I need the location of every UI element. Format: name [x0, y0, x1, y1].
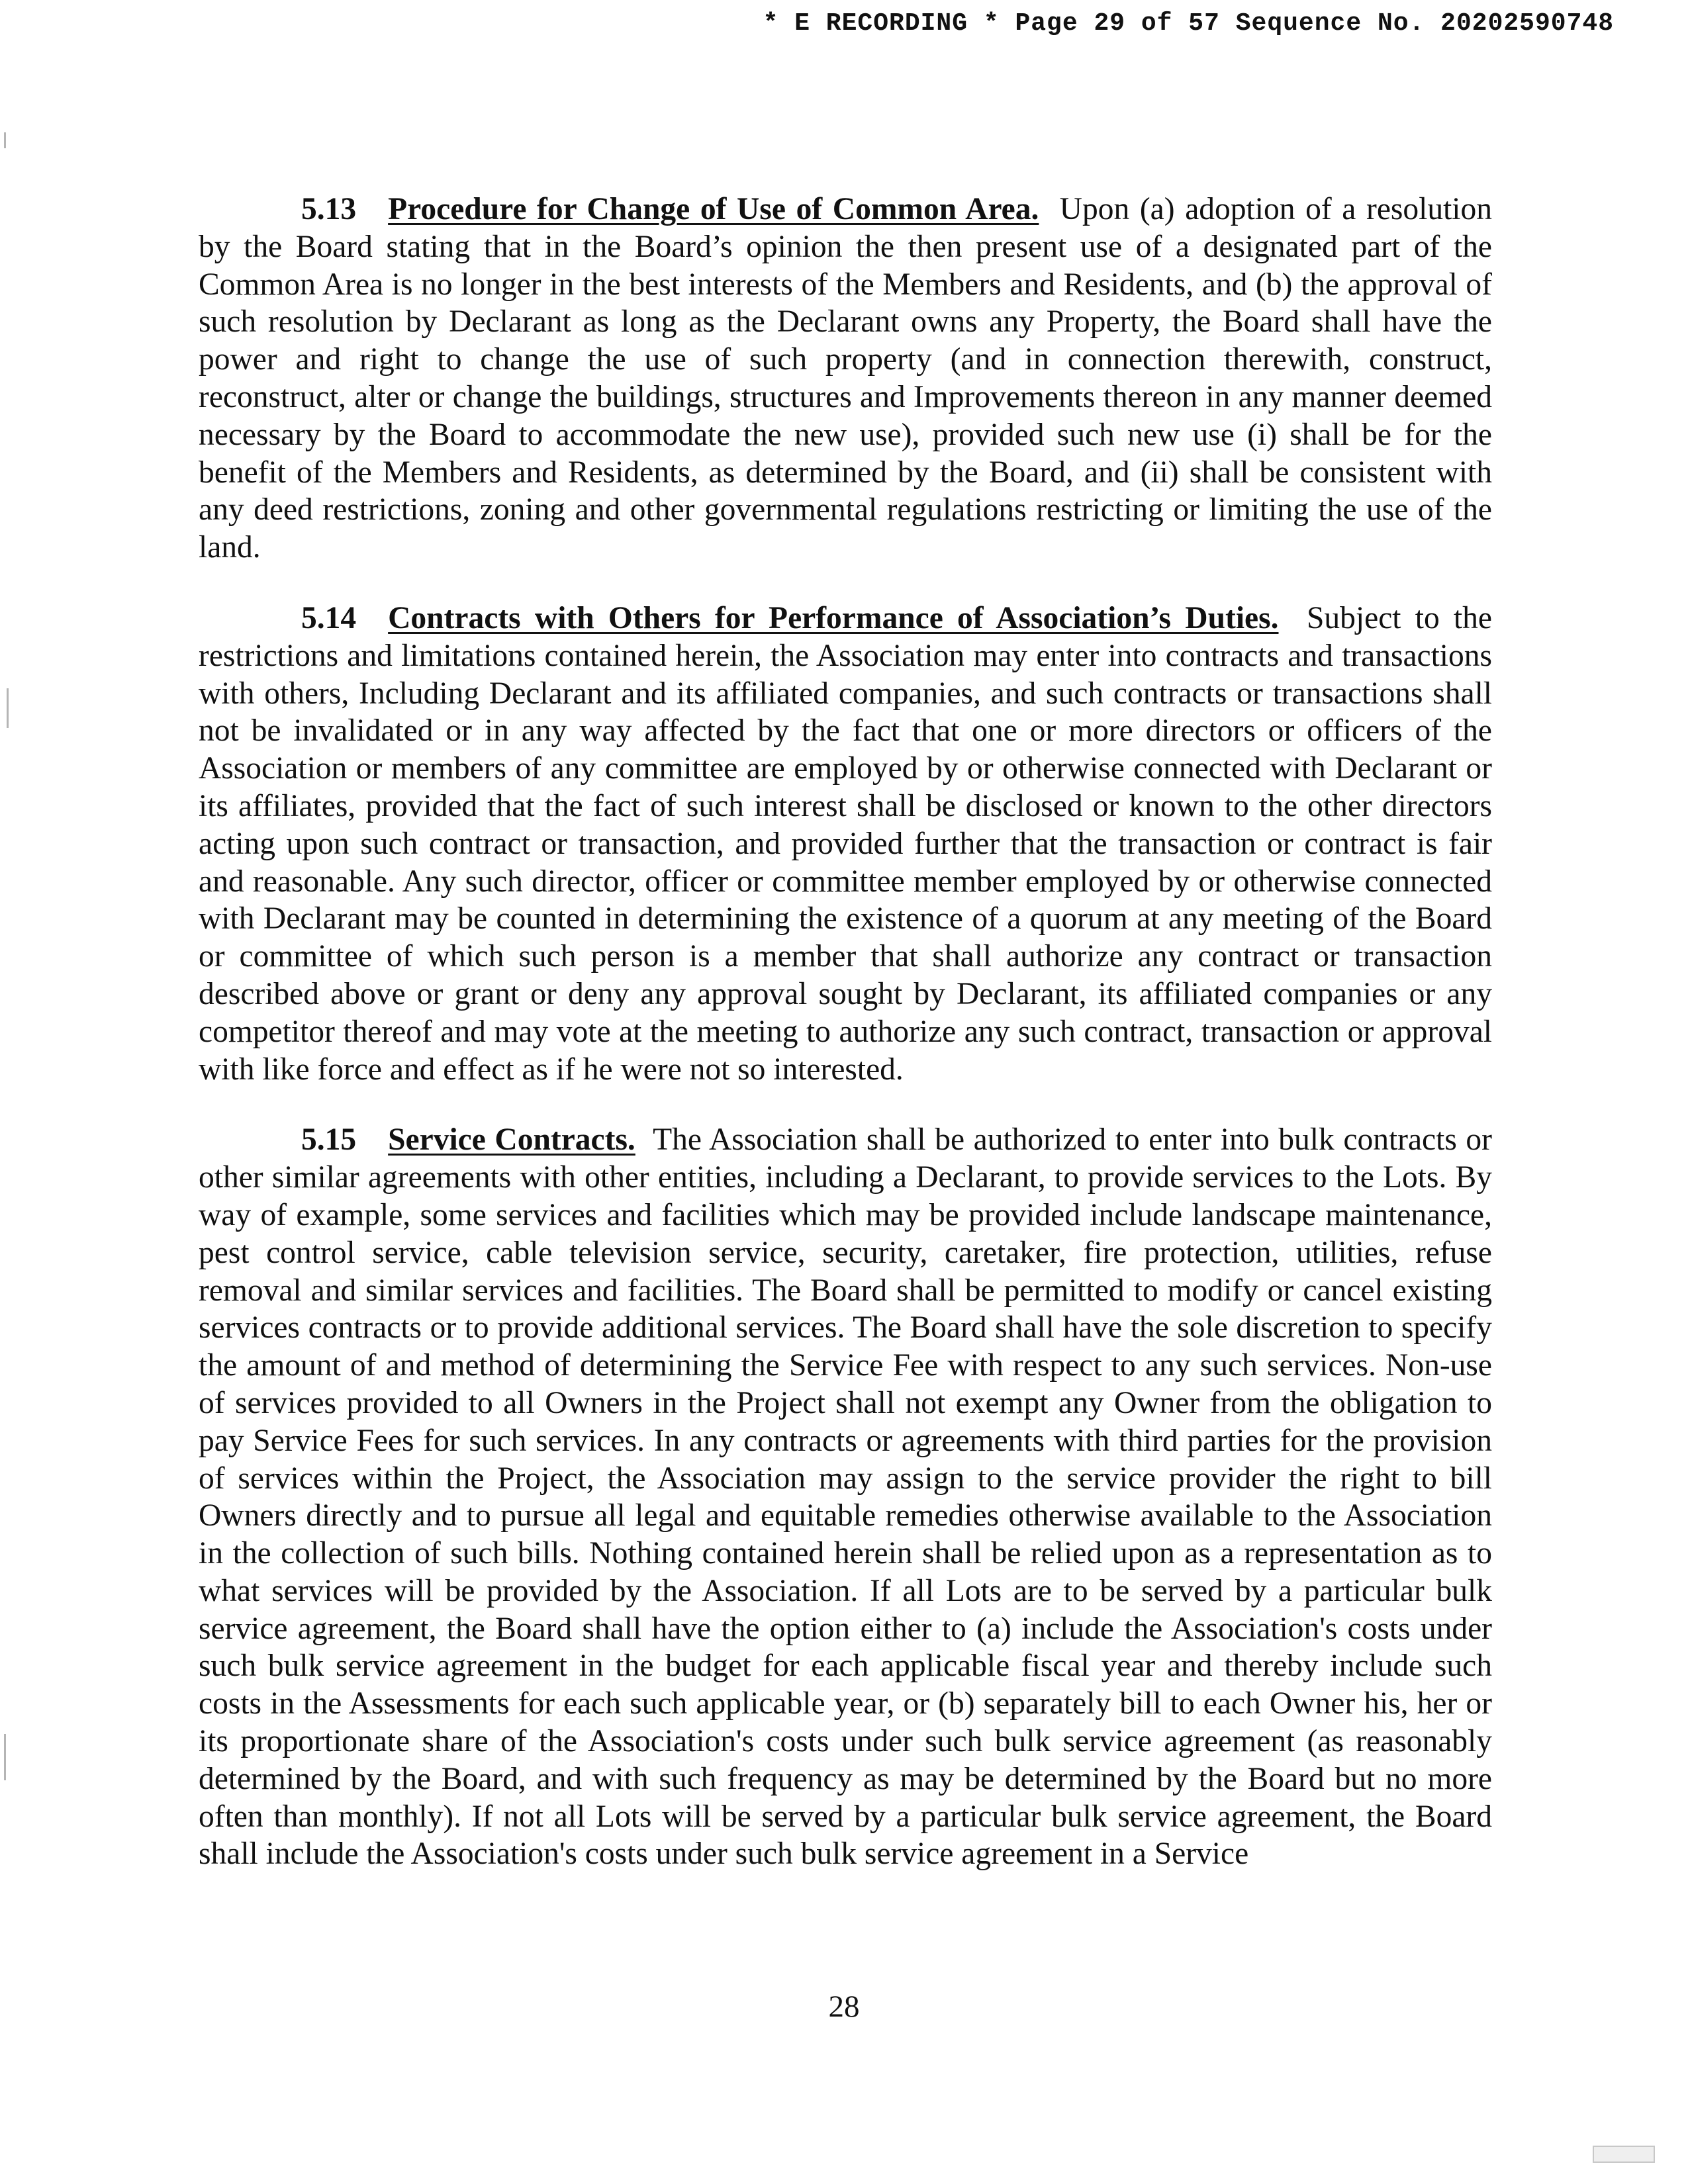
section-heading: Service Contracts.: [388, 1122, 635, 1158]
section-number: 5.14: [301, 600, 357, 635]
section-number: 5.13: [301, 192, 357, 226]
section-5-14: [199, 600, 1492, 1088]
section-5-15: [199, 1121, 1492, 1873]
section-heading: Procedure for Change of Use of Common Area.: [388, 192, 1039, 226]
section-text: Upon (a) adoption of a resolution by the Board stating that in the Board’s opinion the then present use of a designated part of the Common Area is no longer in the best interests of the Members and Residents, and (b) the approval of such resolution by Declarant as long as the Declarant owns any Property, the Board shall have the power and right to change the use of such property (and in connection therewith, construct, reconstruct, alter or change the buildings, structures and Improvements thereon in any manner deemed necessary by the Board to accommodate the new use), provided such new use (i) shall be for the benefit of the Members and Residents, as determined by the Board, and (ii) shall be consistent with any deed restrictions, zoning and other governmental regulations restricting or limiting the use of the land.: [199, 192, 1492, 565]
scanner-stamp: [1593, 2146, 1655, 2163]
section-text: Subject to the restrictions and limitations contained herein, the Association may enter into contracts and transactions with others, Including Declarant and its affiliated companies, and such contracts or transactions shall not be invalidated or in any way affected by the fact that one or more directors or officers of the Association or members of any committee are employed by or otherwise connected with Declarant or its affiliates, provided that the fact of such interest shall be disclosed or known to the other directors acting upon such contract or transaction, and provided further that the transaction or contract is fair and reasonable. Any such director, officer or committee member employed by or otherwise connected with Declarant may be counted in determining the existence of a quorum at any meeting of the Board or committee of which such person is a member that shall authorize any contract or transaction described above or grant or deny any approval sought by Declarant, its affiliated companies or any competitor thereof and may vote at the meeting to authorize any such contract, transaction or approval with like force and effect as if he were not so interested.: [199, 600, 1492, 1087]
section-5-13: [199, 191, 1492, 567]
scan-edge-mark: [4, 132, 6, 148]
recording-header: * E RECORDING * Page 29 of 57 Sequence No. 20202590748: [763, 9, 1614, 38]
scan-edge-mark: [4, 1734, 6, 1780]
section-heading: Contracts with Others for Performance of Association’s Duties.: [388, 600, 1279, 635]
section-number: 5.15: [301, 1122, 357, 1158]
page-number: 28: [828, 1989, 860, 2024]
section-text: The Association shall be authorized to enter into bulk contracts or other similar agreements with other entities, including a Declarant, to provide services to the Lots. By way of example, some services and facilities which may be provided include landscape maintenance, pest control service, cable television service, security, caretaker, fire protection, utilities, refuse removal and similar services and facilities. The Board shall be permitted to modify or cancel existing services contracts or to provide additional services. The Board shall have the sole discretion to specify the amount of and method of determining the Service Fee with respect to any such services. Non-use of services provided to all Owners in the Project shall not exempt any Owner from the obligation to pay Service Fees for such services. In any contracts or agreements with third parties for the provision of services within the Project, the Association may assign to the service provider the right to bill Owners directly and to pursue all legal and equitable remedies otherwise available to the Association in the collection of such bills. Nothing contained herein shall be relied upon as a representation as to what services will be provided by the Association. If all Lots are to be served by a particular bulk service agreement, the Board shall have the option either to (a) include the Association's costs under such bulk service agreement in the budget for each applicable fiscal year and thereby include such costs in the Assessments for each such applicable year, or (b) separately bill to each Owner his, her or its proportionate share of the Association's costs under such bulk service agreement (as reasonably determined by the Board, and with such frequency as may be determined by the Board but no more often than monthly). If not all Lots will be served by a particular bulk service agreement, the Board shall include the Association's costs under such bulk service agreement in a Service: [199, 1122, 1492, 1872]
scan-edge-mark: [7, 688, 9, 728]
document-body: [199, 191, 1492, 1906]
